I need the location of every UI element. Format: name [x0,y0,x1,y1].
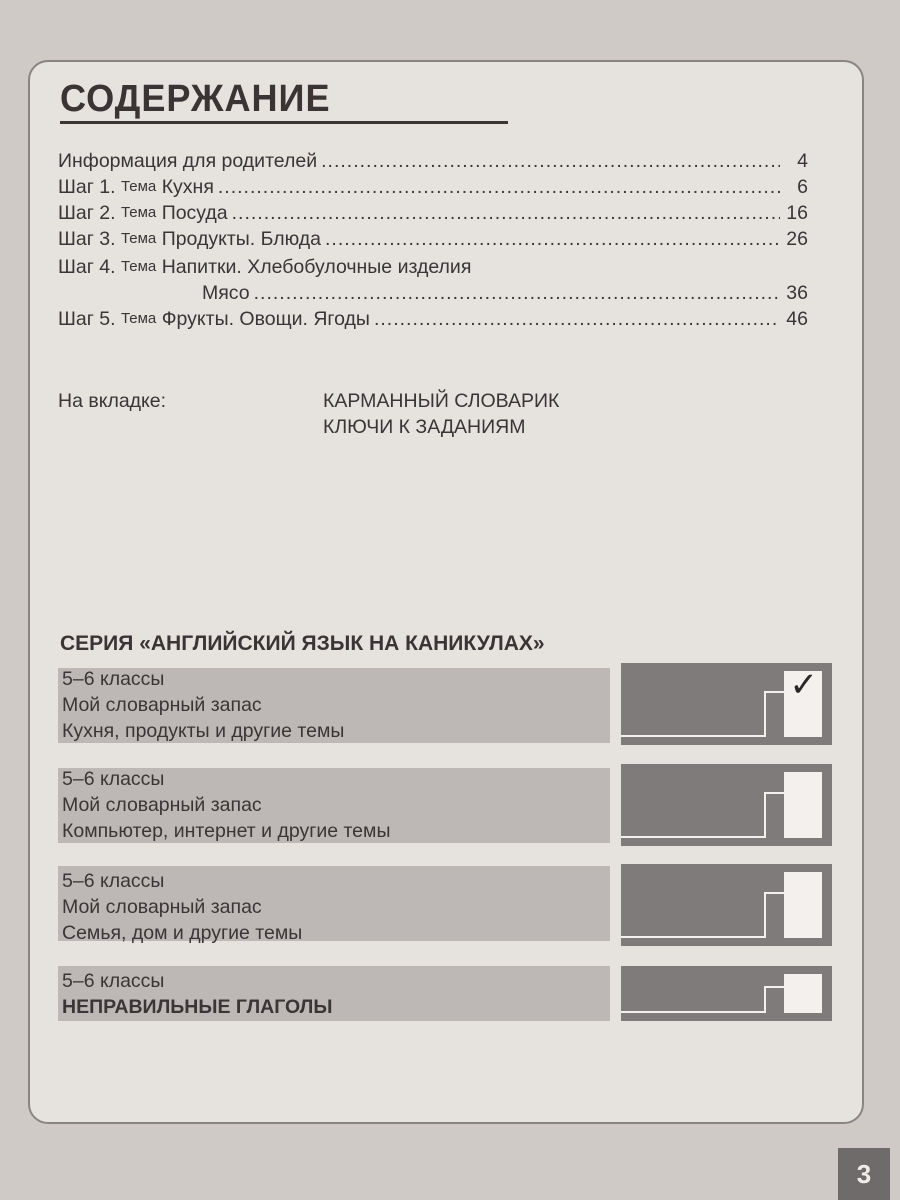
book-checkbox[interactable] [621,966,832,1021]
title-underline [60,121,508,124]
toc-topic: Продукты. Блюда [161,228,322,250]
toc-item-continuation [202,280,808,306]
toc-step: Шаг 5. [58,308,116,330]
toc-topic: Посуда [161,202,228,224]
book-topic: Семья, дом и другие темы [62,922,303,944]
toc-item [58,174,808,200]
toc-label: Информация для родителей [58,150,318,172]
page-number: 3 [838,1148,890,1200]
toc-topic-label: Тема [120,230,157,247]
toc-topic-label: Тема [120,258,157,275]
book-checkbox[interactable] [621,764,832,846]
series-title: СЕРИЯ «АНГЛИЙСКИЙ ЯЗЫК НА КАНИКУЛАХ» [60,632,545,655]
book-topic: Компьютер, интернет и другие темы [62,820,391,842]
toc-item [58,200,808,226]
book-series: Мой словарный запас [62,794,262,816]
toc-item [58,226,808,252]
toc-topic: Напитки. Хлебобулочные изделия [161,256,472,278]
toc-item [58,254,808,280]
toc-page: 16 [786,202,808,224]
toc-step: Шаг 1. [58,176,116,198]
toc-step: Шаг 4. [58,256,116,278]
toc-step: Шаг 3. [58,228,116,250]
insert-item: КЛЮЧИ К ЗАДАНИЯМ [323,416,526,438]
book-series: Мой словарный запас [62,896,262,918]
insert-label: На вкладке: [58,390,167,412]
toc-item [58,148,808,174]
toc-topic-label: Тема [120,204,157,221]
toc-topic-label: Тема [120,178,157,195]
toc-page: 4 [797,150,808,172]
book-title: НЕПРАВИЛЬНЫЕ ГЛАГОЛЫ [62,996,333,1018]
toc-page: 36 [786,282,808,304]
toc-topic: Кухня [161,176,214,198]
insert-item: КАРМАННЫЙ СЛОВАРИК [323,390,560,412]
page-title: СОДЕРЖАНИЕ [60,78,331,120]
toc-page: 46 [786,308,808,330]
book-checkbox[interactable] [621,864,832,946]
toc-topic: Мясо [202,282,250,304]
toc-step: Шаг 2. [58,202,116,224]
book-topic: Кухня, продукты и другие темы [62,720,345,742]
book-grade: 5–6 классы [62,970,165,992]
toc-topic: Фрукты. Овощи. Ягоды [161,308,370,330]
toc-page: 6 [797,176,808,198]
book-checkbox[interactable] [621,663,832,745]
toc-page: 26 [786,228,808,250]
book-series: Мой словарный запас [62,694,262,716]
checkmark-icon: ✓ [789,665,818,705]
book-grade: 5–6 классы [62,768,165,790]
toc-topic-label: Тема [120,310,157,327]
book-grade: 5–6 классы [62,870,165,892]
book-grade: 5–6 классы [62,668,165,690]
toc-item [58,306,808,332]
